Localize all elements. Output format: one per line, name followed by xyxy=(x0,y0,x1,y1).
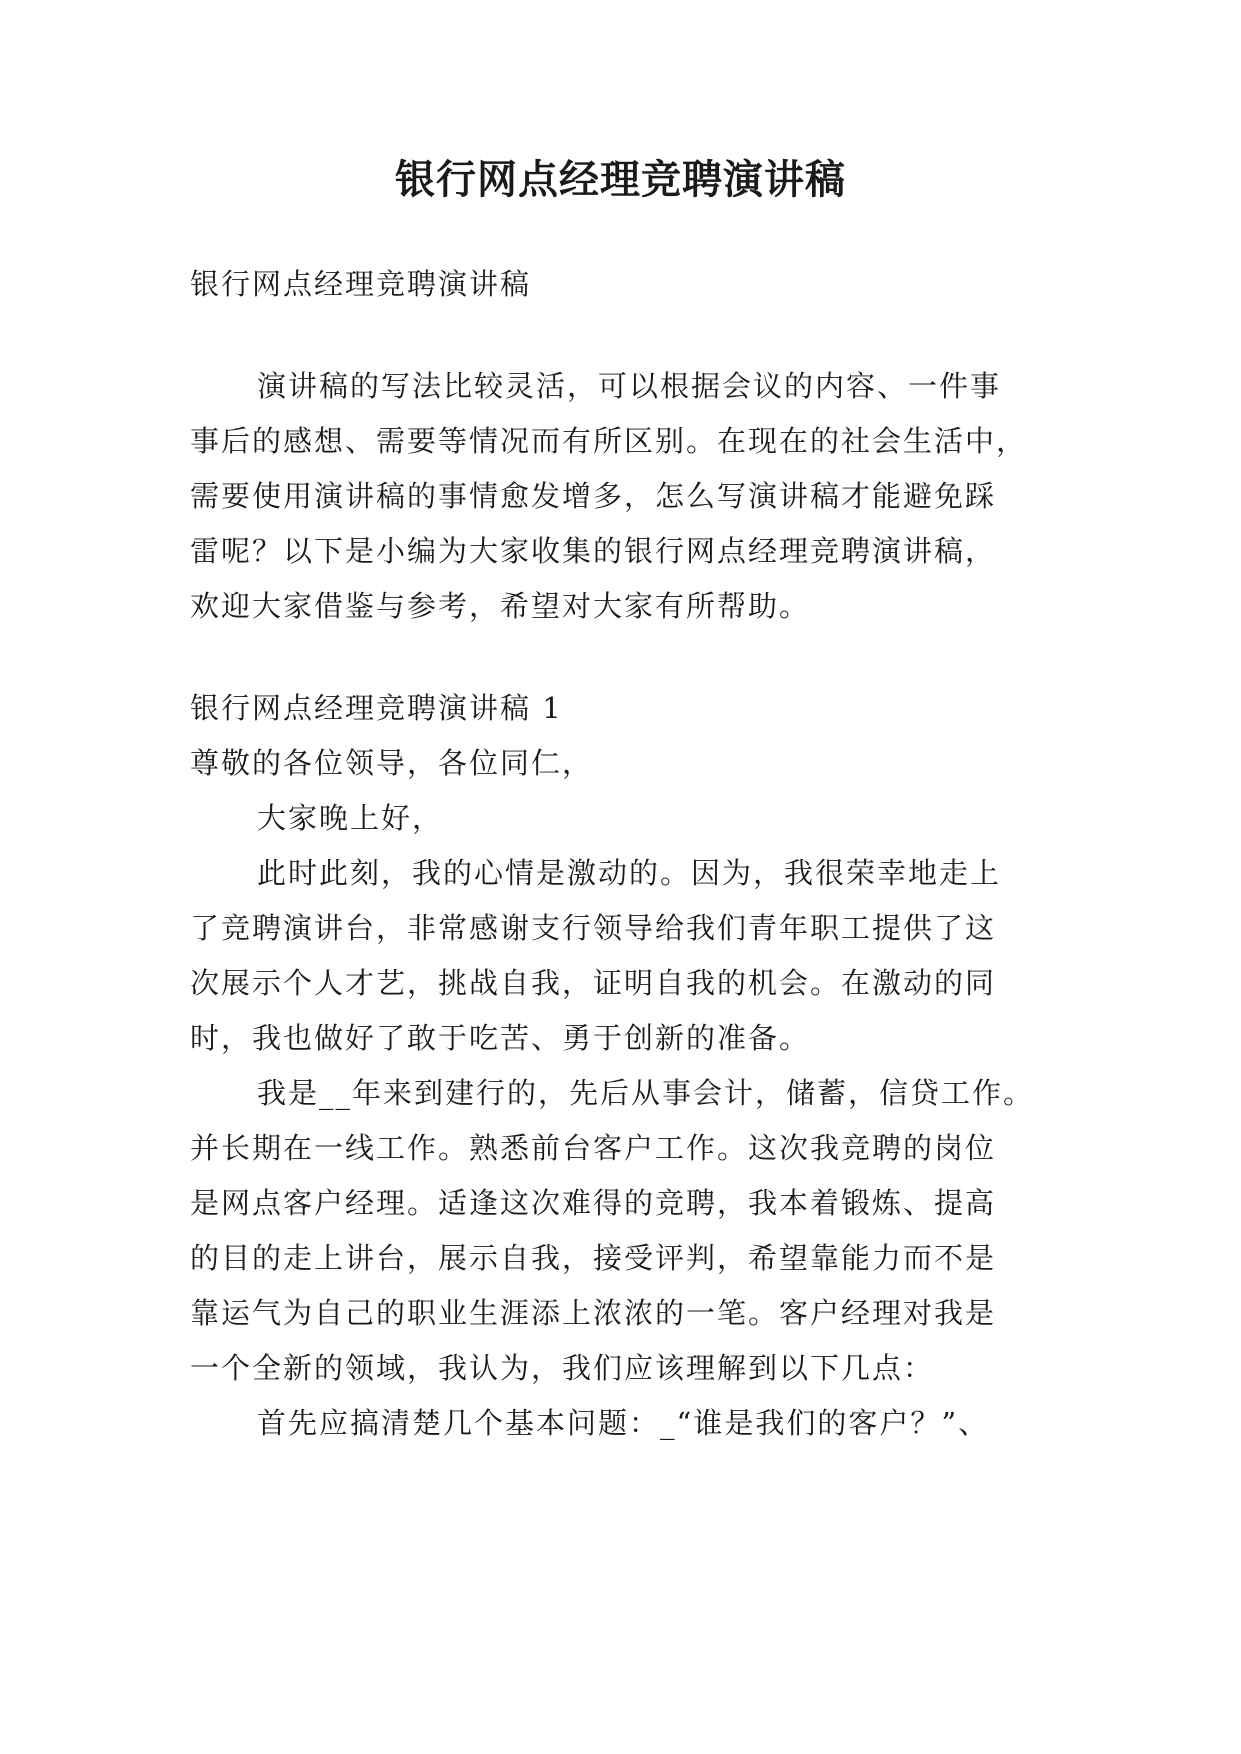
intro-line: 演讲稿的写法比较灵活，可以根据会议的内容、一件事 xyxy=(257,369,1002,403)
paragraph-line: 了竞聘演讲台，非常感谢支行领导给我们青年职工提供了这 xyxy=(190,911,997,945)
salutation: 尊敬的各位领导，各位同仁， xyxy=(190,746,594,780)
paragraph-line: 靠运气为自己的职业生涯添上浓浓的一笔。客户经理对我是 xyxy=(190,1296,997,1330)
intro-line: 事后的感想、需要等情况而有所区别。在现在的社会生活中， xyxy=(190,424,1028,458)
paragraph-line: 首先应搞清楚几个基本问题：_“谁是我们的客户？”、 xyxy=(257,1406,990,1440)
paragraph-line: 的目的走上讲台，展示自我，接受评判，希望靠能力而不是 xyxy=(190,1241,997,1275)
paragraph-line: 我是__年来到建行的，先后从事会计，储蓄，信贷工作。 xyxy=(257,1076,1035,1110)
paragraph-line: 是网点客户经理。适逢这次难得的竞聘，我本着锻炼、提高 xyxy=(190,1186,997,1220)
paragraph-line: 此时此刻，我的心情是激动的。因为，我很荣幸地走上 xyxy=(257,856,1002,890)
intro-line: 雷呢？以下是小编为大家收集的银行网点经理竞聘演讲稿， xyxy=(190,534,997,568)
paragraph-line: 次展示个人才艺，挑战自我，证明自我的机会。在激动的同 xyxy=(190,966,997,1000)
intro-line: 需要使用演讲稿的事情愈发增多，怎么写演讲稿才能避免踩 xyxy=(190,479,997,513)
paragraph-line: 并长期在一线工作。熟悉前台客户工作。这次我竞聘的岗位 xyxy=(190,1131,997,1165)
paragraph-line: 时，我也做好了敢于吃苦、勇于创新的准备。 xyxy=(190,1021,811,1055)
intro-line: 欢迎大家借鉴与参考，希望对大家有所帮助。 xyxy=(190,589,811,623)
section-heading: 银行网点经理竞聘演讲稿 1 xyxy=(190,691,563,725)
document-subtitle: 银行网点经理竞聘演讲稿 xyxy=(190,267,532,301)
paragraph-line: 一个全新的领域，我认为，我们应该理解到以下几点： xyxy=(190,1351,935,1385)
greeting: 大家晚上好， xyxy=(257,801,444,835)
document-title: 银行网点经理竞聘演讲稿 xyxy=(395,156,846,203)
